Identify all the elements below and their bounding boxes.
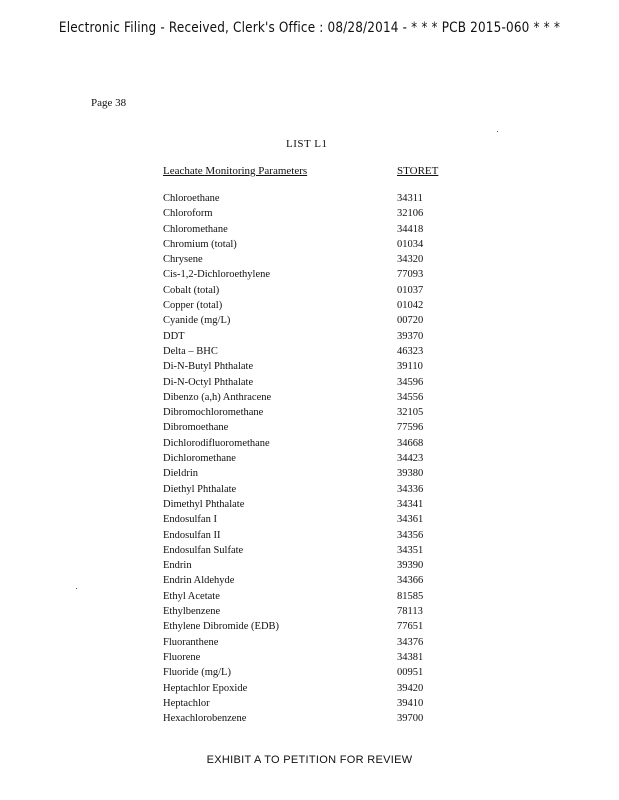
table-row xyxy=(163,683,463,698)
storet-code: 32105 xyxy=(397,407,424,419)
parameter-name: Heptachlor xyxy=(163,697,210,709)
table-row xyxy=(163,193,463,208)
storet-code: 34351 xyxy=(397,544,424,556)
table-row xyxy=(163,453,463,468)
table-row xyxy=(163,422,463,437)
parameter-name: Copper (total) xyxy=(163,300,223,312)
storet-code: 34336 xyxy=(397,483,424,495)
table-row xyxy=(163,331,463,346)
storet-code: 34320 xyxy=(397,254,424,266)
parameter-name: Endosulfan II xyxy=(163,529,221,541)
exhibit-label: EXHIBIT A TO PETITION FOR REVIEW xyxy=(206,754,413,766)
parameter-name: Endosulfan I xyxy=(163,514,217,526)
table-row xyxy=(163,667,463,682)
storet-code: 78113 xyxy=(397,606,423,618)
storet-code: 39420 xyxy=(397,682,424,694)
table-row xyxy=(163,637,463,652)
table-row xyxy=(163,208,463,223)
parameter-name: Cis-1,2-Dichloroethylene xyxy=(163,269,271,281)
storet-code: 01037 xyxy=(397,284,424,296)
table-row xyxy=(163,530,463,545)
table-row xyxy=(163,499,463,514)
parameter-name: Chromium (total) xyxy=(163,238,237,250)
filing-stamp: Electronic Filing - Received, Clerk's Office : 08/28/2014 - * * * PCB 2015-060 * * * xyxy=(58,20,561,36)
table-row xyxy=(163,254,463,269)
parameter-name: Dimethyl Phthalate xyxy=(163,498,245,510)
table-row xyxy=(163,591,463,606)
table-row xyxy=(163,407,463,422)
parameter-name: Dibromoethane xyxy=(163,422,229,434)
table-row xyxy=(163,438,463,453)
storet-code: 34311 xyxy=(397,193,423,204)
parameter-name: Dieldrin xyxy=(163,468,198,480)
storet-code: 34356 xyxy=(397,529,424,541)
storet-code: 39110 xyxy=(397,361,423,373)
storet-code: 81585 xyxy=(397,590,424,602)
parameter-name: Delta – BHC xyxy=(163,345,218,357)
parameter-name: Heptachlor Epoxide xyxy=(163,682,248,694)
scan-speck xyxy=(76,588,77,589)
parameter-name: Diethyl Phthalate xyxy=(163,483,237,495)
parameter-name: Ethylbenzene xyxy=(163,606,221,618)
storet-code: 32106 xyxy=(397,208,424,220)
storet-code: 34668 xyxy=(397,437,424,449)
table-row xyxy=(163,575,463,590)
storet-code: 01042 xyxy=(397,300,424,312)
storet-code: 34381 xyxy=(397,651,424,663)
parameter-name: Dichlorodifluoromethane xyxy=(163,437,270,449)
parameter-name: Chloroethane xyxy=(163,193,220,204)
storet-code: 39380 xyxy=(397,468,424,480)
table-row xyxy=(163,514,463,529)
storet-code: 39390 xyxy=(397,560,424,572)
table-row xyxy=(163,698,463,713)
storet-code: 39370 xyxy=(397,330,424,342)
storet-column-header: STORET xyxy=(397,165,439,177)
storet-code: 34341 xyxy=(397,498,424,510)
table-row xyxy=(163,377,463,392)
table-row xyxy=(163,484,463,499)
table-row xyxy=(163,621,463,636)
parameter-name: Hexachlorobenzene xyxy=(163,713,247,725)
table-row xyxy=(163,224,463,239)
table-row xyxy=(163,468,463,483)
parameter-name: Chloroform xyxy=(163,208,213,220)
parameter-name: Cyanide (mg/L) xyxy=(163,315,231,327)
parameter-name: Fluorene xyxy=(163,651,201,663)
parameter-name: Fluoride (mg/L) xyxy=(163,667,231,679)
storet-code: 34361 xyxy=(397,514,424,526)
table-row xyxy=(163,560,463,575)
parameter-table xyxy=(163,193,463,728)
storet-code: 01034 xyxy=(397,238,424,250)
parameter-name: Di-N-Octyl Phthalate xyxy=(163,376,254,388)
table-row xyxy=(163,545,463,560)
table-row xyxy=(163,392,463,407)
storet-code: 34366 xyxy=(397,575,424,587)
parameter-column-header: Leachate Monitoring Parameters xyxy=(163,165,308,177)
storet-code: 34418 xyxy=(397,223,424,235)
storet-code: 77093 xyxy=(397,269,424,281)
parameter-name: Chloromethane xyxy=(163,223,228,235)
parameter-name: Endrin Aldehyde xyxy=(163,575,235,587)
storet-code: 34376 xyxy=(397,636,424,648)
parameter-name: Dibromochloromethane xyxy=(163,407,264,419)
parameter-name: Cobalt (total) xyxy=(163,284,220,296)
parameter-name: DDT xyxy=(163,330,185,342)
storet-code: 34596 xyxy=(397,376,424,388)
storet-code: 00951 xyxy=(397,667,424,679)
storet-code: 00720 xyxy=(397,315,424,327)
table-row xyxy=(163,239,463,254)
storet-code: 46323 xyxy=(397,345,424,357)
storet-code: 77651 xyxy=(397,621,424,633)
table-row xyxy=(163,346,463,361)
parameter-name: Ethylene Dibromide (EDB) xyxy=(163,621,280,633)
parameter-name: Dibenzo (a,h) Anthracene xyxy=(163,391,272,403)
table-row xyxy=(163,300,463,315)
parameter-name: Endrin xyxy=(163,560,192,572)
parameter-name: Endosulfan Sulfate xyxy=(163,544,244,556)
table-row xyxy=(163,285,463,300)
table-row xyxy=(163,713,463,728)
list-title: LIST L1 xyxy=(286,138,328,150)
storet-code: 34423 xyxy=(397,453,424,465)
parameter-name: Di-N-Butyl Phthalate xyxy=(163,361,254,373)
table-row xyxy=(163,652,463,667)
table-row xyxy=(163,315,463,330)
storet-code: 77596 xyxy=(397,422,424,434)
parameter-name: Chrysene xyxy=(163,254,203,266)
parameter-name: Fluoranthene xyxy=(163,636,219,648)
table-row xyxy=(163,606,463,621)
parameter-name: Ethyl Acetate xyxy=(163,590,220,602)
storet-code: 34556 xyxy=(397,391,424,403)
parameter-name: Dichloromethane xyxy=(163,453,236,465)
storet-code: 39410 xyxy=(397,697,424,709)
table-row xyxy=(163,361,463,376)
page-number: Page 38 xyxy=(91,97,127,109)
storet-code: 39700 xyxy=(397,713,424,725)
scan-speck xyxy=(497,131,498,132)
table-row xyxy=(163,269,463,284)
